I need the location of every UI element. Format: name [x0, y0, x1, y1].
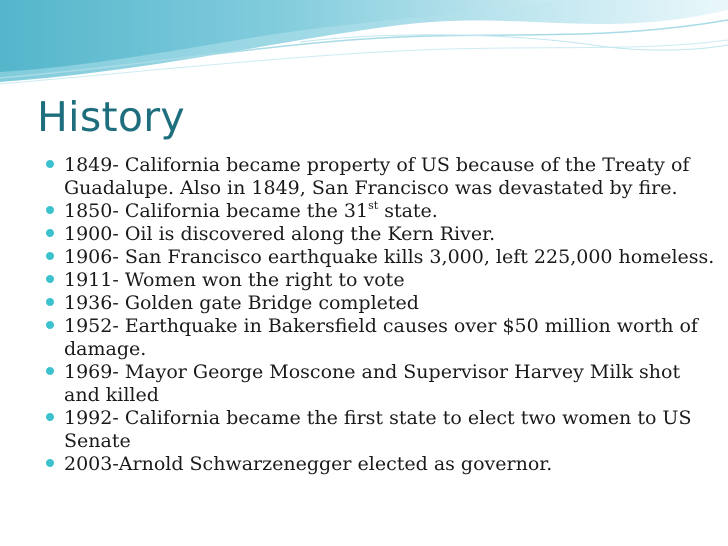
list-item: [46, 154, 716, 200]
list-item: [46, 246, 716, 269]
ordinal-suffix: st: [368, 199, 379, 212]
bullet-icon: [46, 321, 54, 329]
list-item: [46, 223, 716, 246]
bullet-icon: [46, 229, 54, 237]
slide-title: History: [37, 93, 185, 141]
bullet-icon: [46, 206, 54, 214]
list-item: [46, 453, 716, 476]
bullet-icon: [46, 275, 54, 283]
list-item-text: 1906- San Francisco earthquake kills 3,000, left 225,000 homeless.: [64, 246, 715, 268]
bullet-icon: [46, 298, 54, 306]
list-item: [46, 315, 716, 361]
list-item: [46, 269, 716, 292]
list-item-text: 1969- Mayor George Moscone and Supervisor Harvey Milk shot and killed: [64, 361, 681, 406]
list-item-text: 2003-Arnold Schwarzenegger elected as governor.: [64, 453, 553, 475]
list-item: [46, 361, 716, 407]
history-bullet-list: [46, 154, 716, 476]
bullet-icon: [46, 413, 54, 421]
list-item-text: 1936- Golden gate Bridge completed: [64, 292, 419, 314]
list-item-text: 1911- Women won the right to vote: [64, 269, 405, 291]
list-item-text: 1850- California became the 31: [64, 200, 369, 222]
bullet-icon: [46, 459, 54, 467]
list-item: [46, 407, 716, 453]
list-item-text: 1849- California became property of US because of the Treaty of Guadalupe. Also in 1849, San Francisco was devastated by fire.: [64, 154, 690, 199]
header-wave-decoration: [0, 0, 728, 100]
list-item-text: 1952- Earthquake in Bakersfield causes over $50 million worth of damage.: [64, 315, 698, 360]
bullet-icon: [46, 367, 54, 375]
list-item: [46, 200, 716, 223]
list-item-text: 1900- Oil is discovered along the Kern River.: [64, 223, 496, 245]
bullet-icon: [46, 160, 54, 168]
list-item: [46, 292, 716, 315]
list-item-text: 1992- California became the first state to elect two women to US Senate: [64, 407, 692, 452]
list-item-text-tail: state.: [378, 200, 438, 222]
bullet-icon: [46, 252, 54, 260]
